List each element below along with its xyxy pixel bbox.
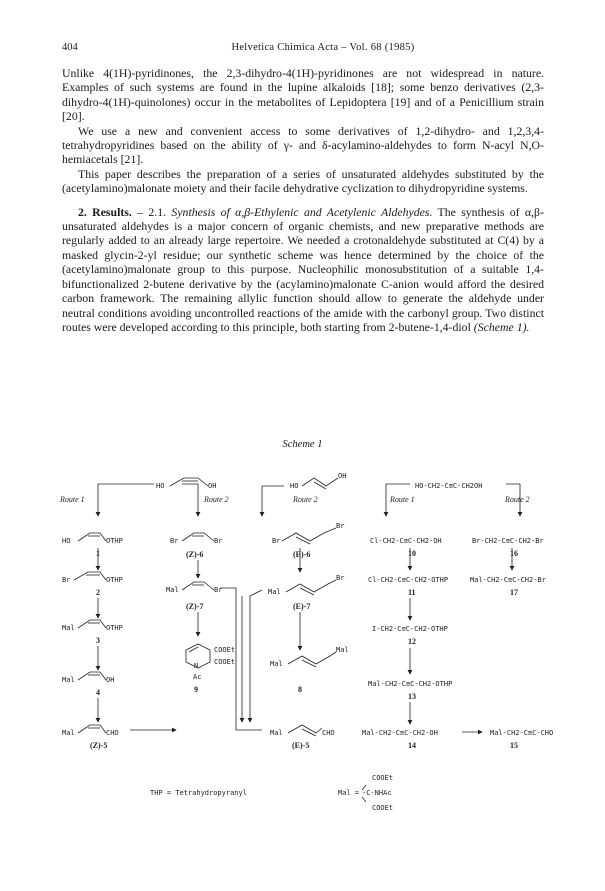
- c9-ac: Ac: [193, 673, 202, 681]
- page-number: 404: [62, 42, 78, 53]
- start-oh: OH: [208, 482, 217, 490]
- label-8: 8: [298, 685, 302, 694]
- label-17: 17: [510, 588, 518, 597]
- c1-ho: HO: [62, 537, 71, 545]
- label-4: 4: [96, 688, 100, 697]
- alk-10: Cl-CH2-C≡C-CH2-OH: [370, 537, 442, 545]
- c1-othp: OTHP: [106, 537, 123, 545]
- mal-definition-bottom: COOEt: [372, 804, 394, 812]
- route1-right: Route 1: [390, 495, 415, 504]
- c8-mal-l: Mal: [270, 660, 283, 668]
- scheme-reference: (Scheme 1).: [473, 319, 530, 334]
- scheme-title: Scheme 1: [282, 439, 323, 450]
- subsection-number: – 2.1.: [131, 204, 172, 219]
- paragraph-1: Unlike 4(1H)-pyridinones, the 2,3-dihydro-4(1H)-pyridinones are not widespread in nature. Examples of such systems are found in the lupine alkaloids [18]; some benzo derivatives (2,3-dihydro-4(1H)-quinolones) occur in the metabolites of Lepidoptera [19] and of a Penicillium strain [20].: [62, 66, 544, 124]
- alk-15: Mal-CH2-C≡C-CHO: [490, 729, 554, 737]
- e7-br: Br: [336, 574, 345, 582]
- label-2: 2: [96, 588, 100, 597]
- mal-definition-mid: -C-NHAc: [362, 789, 392, 797]
- label-10: 10: [408, 549, 416, 558]
- e7-mal: Mal: [268, 588, 281, 596]
- label-16: 16: [510, 549, 518, 558]
- label-z7: (Z)-7: [186, 602, 204, 611]
- route2-mid: Route 2: [293, 495, 318, 504]
- label-e6: (E)-6: [293, 550, 311, 559]
- thp-definition: THP = Tetrahydropyranyl: [150, 789, 247, 797]
- c3-othp: OTHP: [106, 624, 123, 632]
- alk-13: Mal-CH2-C≡C-CH2-OTHP: [368, 680, 453, 688]
- c4-mal: Mal: [62, 676, 75, 684]
- label-11: 11: [408, 588, 416, 597]
- e-start-ho: HO: [290, 482, 299, 490]
- section-heading: 2. Results.: [78, 204, 132, 219]
- e6-br-l: Br: [272, 537, 281, 545]
- alk-start: HO-CH2-C≡C-CH2OH: [415, 482, 483, 490]
- e-start-oh: OH: [338, 472, 347, 480]
- c4-oh: OH: [106, 676, 115, 684]
- label-1: 1: [96, 549, 100, 558]
- paragraph-3: This paper describes the preparation of a series of unsaturated aldehydes substituted by the (acetylamino)malonate moiety and their facile dehydrative cyclization to dihydropyridine systems.: [62, 166, 544, 196]
- alk-17: Mal-CH2-C≡C-CH2-Br: [470, 576, 546, 584]
- label-14: 14: [408, 741, 416, 750]
- z6-br-r: Br: [214, 537, 223, 545]
- label-e5: (E)-5: [292, 741, 310, 750]
- start-ho: HO: [156, 482, 165, 490]
- alk-12: I-CH2-C≡C-CH2-OTHP: [372, 625, 448, 633]
- route2-right: Route 2: [505, 495, 530, 504]
- route1-left: Route 1: [60, 495, 85, 504]
- c3-mal: Mal: [62, 624, 75, 632]
- journal-title: Helvetica Chimica Acta – Vol. 68 (1985): [231, 42, 415, 53]
- label-13: 13: [408, 692, 416, 701]
- e5-cho: CHO: [322, 729, 335, 737]
- route2-left: Route 2: [204, 495, 229, 504]
- z7-mal: Mal: [166, 586, 179, 594]
- results-text: The synthesis of α,β-unsaturated aldehydes is a major concern of organic chemists, and new preparative methods are regularly added to an already large repertoire. We needed a crotonaldehyde substituted at C(4) by a masked glycin-2-yl residue; our synthetic scheme was hence determined by the choice of the (acetylamino)malonate group to this purpose. Nucleophilic monosubstitution of a suitable 1,4-bifunctionalized 2-butene derivative by the (acylamino)malonate C-anion would afford the desired carbon framework. The remaining allylic function should allow to generate the aldehyde under neutral conditions avoiding uncontrolled reactions of the amide with the carbonyl group. Two distinct routes were developed according to this principle, both starting from 2-butene-1,4-diol: [62, 204, 544, 334]
- e6-br-r: Br: [336, 522, 345, 530]
- label-9: 9: [194, 685, 198, 694]
- c2-othp: OTHP: [106, 576, 123, 584]
- c8-mal-r: Mal: [336, 646, 349, 654]
- alk-14: Mal-CH2-C≡C-CH2-OH: [362, 729, 438, 737]
- label-12: 12: [408, 637, 416, 646]
- alk-16: Br-CH2-C≡C-CH2-Br: [472, 537, 544, 545]
- c9-cooet-2: COOEt: [214, 658, 236, 666]
- label-15: 15: [510, 741, 518, 750]
- label-e7: (E)-7: [293, 602, 311, 611]
- mal-definition-left: Mal =: [338, 789, 360, 797]
- label-z6: (Z)-6: [186, 550, 204, 559]
- z6-br-l: Br: [170, 537, 179, 545]
- alk-11: Cl-CH2-C≡C-CH2-OTHP: [368, 576, 449, 584]
- z7-br: Br: [214, 586, 223, 594]
- c2-br: Br: [62, 576, 71, 584]
- z5-cho: CHO: [106, 729, 119, 737]
- label-z5: (Z)-5: [90, 741, 108, 750]
- reaction-arrows: [98, 484, 520, 802]
- c9-cooet-1: COOEt: [214, 646, 236, 654]
- paragraph-2: We use a new and convenient access to some derivatives of 1,2-dihydro- and 1,2,3,4-tetrahydropyridines based on the ability of γ- and δ-acylamino-aldehydes to form N-acyl N,O-hemiacetals [21].: [62, 123, 544, 167]
- c9-n: N: [194, 662, 199, 670]
- z5-mal: Mal: [62, 729, 75, 737]
- label-3: 3: [96, 636, 100, 645]
- subsection-title: Synthesis of α,β-Ethylenic and Acetylenic Aldehydes.: [171, 204, 433, 219]
- e5-mal: Mal: [270, 729, 283, 737]
- mal-definition-top: COOEt: [372, 774, 394, 782]
